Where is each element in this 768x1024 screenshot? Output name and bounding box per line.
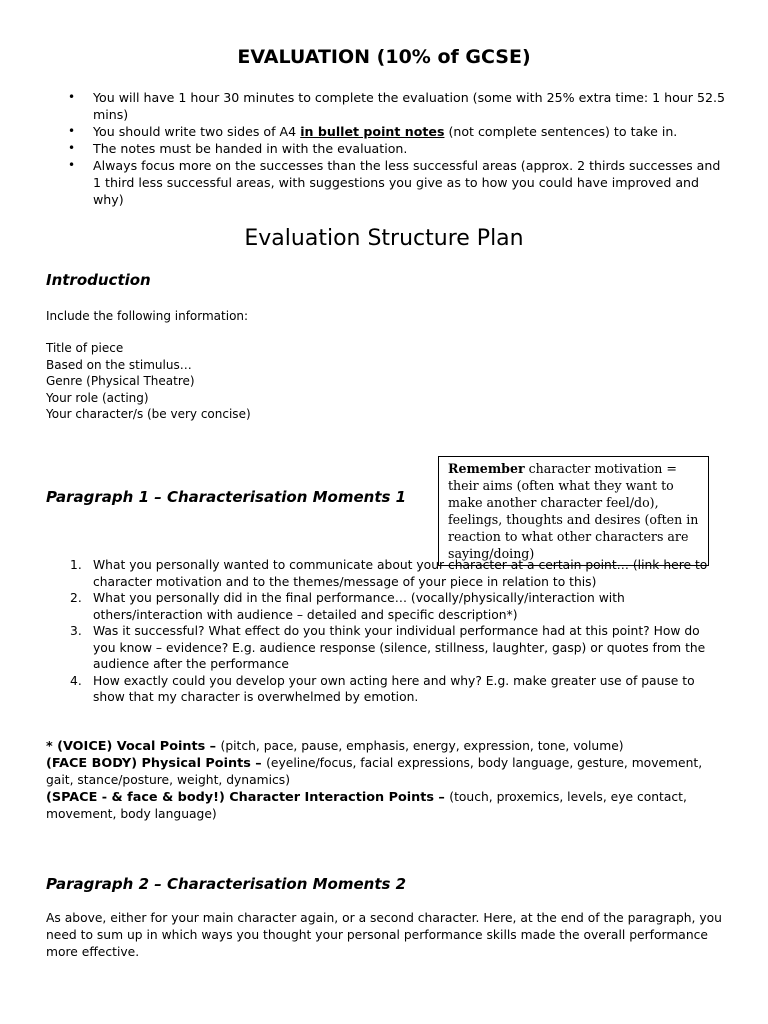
plan-title: Evaluation Structure Plan xyxy=(244,226,524,251)
step-number: 2. xyxy=(70,591,82,605)
paragraph1-steps xyxy=(46,557,726,706)
paragraph1-heading: Paragraph 1 – Characterisation Moments 1 xyxy=(46,488,407,506)
performance-points xyxy=(46,738,706,823)
list-item: Based on the stimulus… xyxy=(46,357,192,372)
list-item xyxy=(46,623,726,673)
list-item xyxy=(46,123,726,140)
bullet-icon: • xyxy=(68,141,76,155)
list-item xyxy=(46,557,726,590)
step-number: 3. xyxy=(70,624,82,638)
point-label: * (VOICE) Vocal Points – xyxy=(46,739,221,754)
bullet-text: You will have 1 hour 30 minutes to complete the evaluation (some with 25% extra time: 1 hour 52.5 mins) xyxy=(93,90,726,122)
step-number: 1. xyxy=(70,558,82,572)
list-item: Your character/s (be very concise) xyxy=(46,407,251,421)
page-title: EVALUATION (10% of GCSE) xyxy=(237,46,531,68)
introduction-items xyxy=(46,340,251,423)
bullet-icon: • xyxy=(68,90,76,104)
bullet-emphasis: in bullet point notes xyxy=(300,124,445,139)
step-text: What you personally wanted to communicate about your character at a certain point… (link here to character motivation and to the themes/message of your piece in relation to this) xyxy=(93,558,708,589)
point-text: (pitch, pace, pause, emphasis, energy, expression, tone, volume) xyxy=(220,739,624,753)
vocal-points xyxy=(46,738,706,755)
remember-note-box xyxy=(438,456,709,566)
list-item xyxy=(46,140,726,157)
list-item xyxy=(46,590,726,623)
point-text: (eyeline/focus, facial expressions, body language, gesture, movement, gait, stance/posture, weight, dynamics) xyxy=(46,756,703,787)
bullet-text-after: (not complete sentences) to take in. xyxy=(444,124,678,139)
bullet-icon: • xyxy=(68,124,76,138)
list-item: Title of piece xyxy=(46,341,124,355)
point-label: (FACE BODY) Physical Points – xyxy=(46,756,267,771)
bullet-text: The notes must be handed in with the evaluation. xyxy=(93,141,408,156)
list-item xyxy=(46,157,726,208)
point-label: (SPACE - & face & body!) Character Interaction Points – xyxy=(46,790,450,805)
physical-points xyxy=(46,755,706,789)
paragraph2-text: As above, either for your main character again, or a second character. Here, at the end of the paragraph, you need to sum up in which ways you thought your personal performance skills made the overall performance more effective. xyxy=(46,911,722,959)
step-text: Was it successful? What effect do you think your individual performance had at this point? How do you know – evidence? E.g. audience response (silence, stillness, laughter, gasp) or quotes from the audience after the performance xyxy=(93,624,706,671)
bullet-icon: • xyxy=(68,158,76,172)
bullet-text-before: You should write two sides of A4 xyxy=(93,124,301,139)
interaction-points xyxy=(46,789,706,823)
list-item xyxy=(46,89,726,123)
list-item: Your role (acting) xyxy=(46,390,149,405)
instructions-list xyxy=(46,89,726,208)
introduction-lead: Include the following information: xyxy=(46,309,249,323)
step-text: What you personally did in the final performance… (vocally/physically/interaction with others/interaction with audience – detailed and specific description*) xyxy=(93,591,625,622)
bullet-text: Always focus more on the successes than the less successful areas (approx. 2 thirds successes and 1 third less successful areas, with suggestions you give as to how you could have improved and why) xyxy=(93,158,721,207)
step-text: How exactly could you develop your own acting here and why? E.g. make greater use of pause to show that my character is overwhelmed by emotion. xyxy=(93,673,695,704)
point-text: (touch, proxemics, levels, eye contact, movement, body language) xyxy=(46,790,687,821)
step-number: 4. xyxy=(70,673,82,688)
paragraph2-heading: Paragraph 2 – Characterisation Moments 2 xyxy=(46,875,407,893)
remember-text: character motivation = their aims (often what they want to make another character feel/do), feelings, thoughts and desires (often in reaction to what other characters are saying/doing) xyxy=(448,461,699,561)
list-item xyxy=(46,673,726,706)
introduction-heading: Introduction xyxy=(46,271,151,289)
remember-label: Remember xyxy=(448,461,525,476)
list-item: Genre (Physical Theatre) xyxy=(46,374,195,388)
